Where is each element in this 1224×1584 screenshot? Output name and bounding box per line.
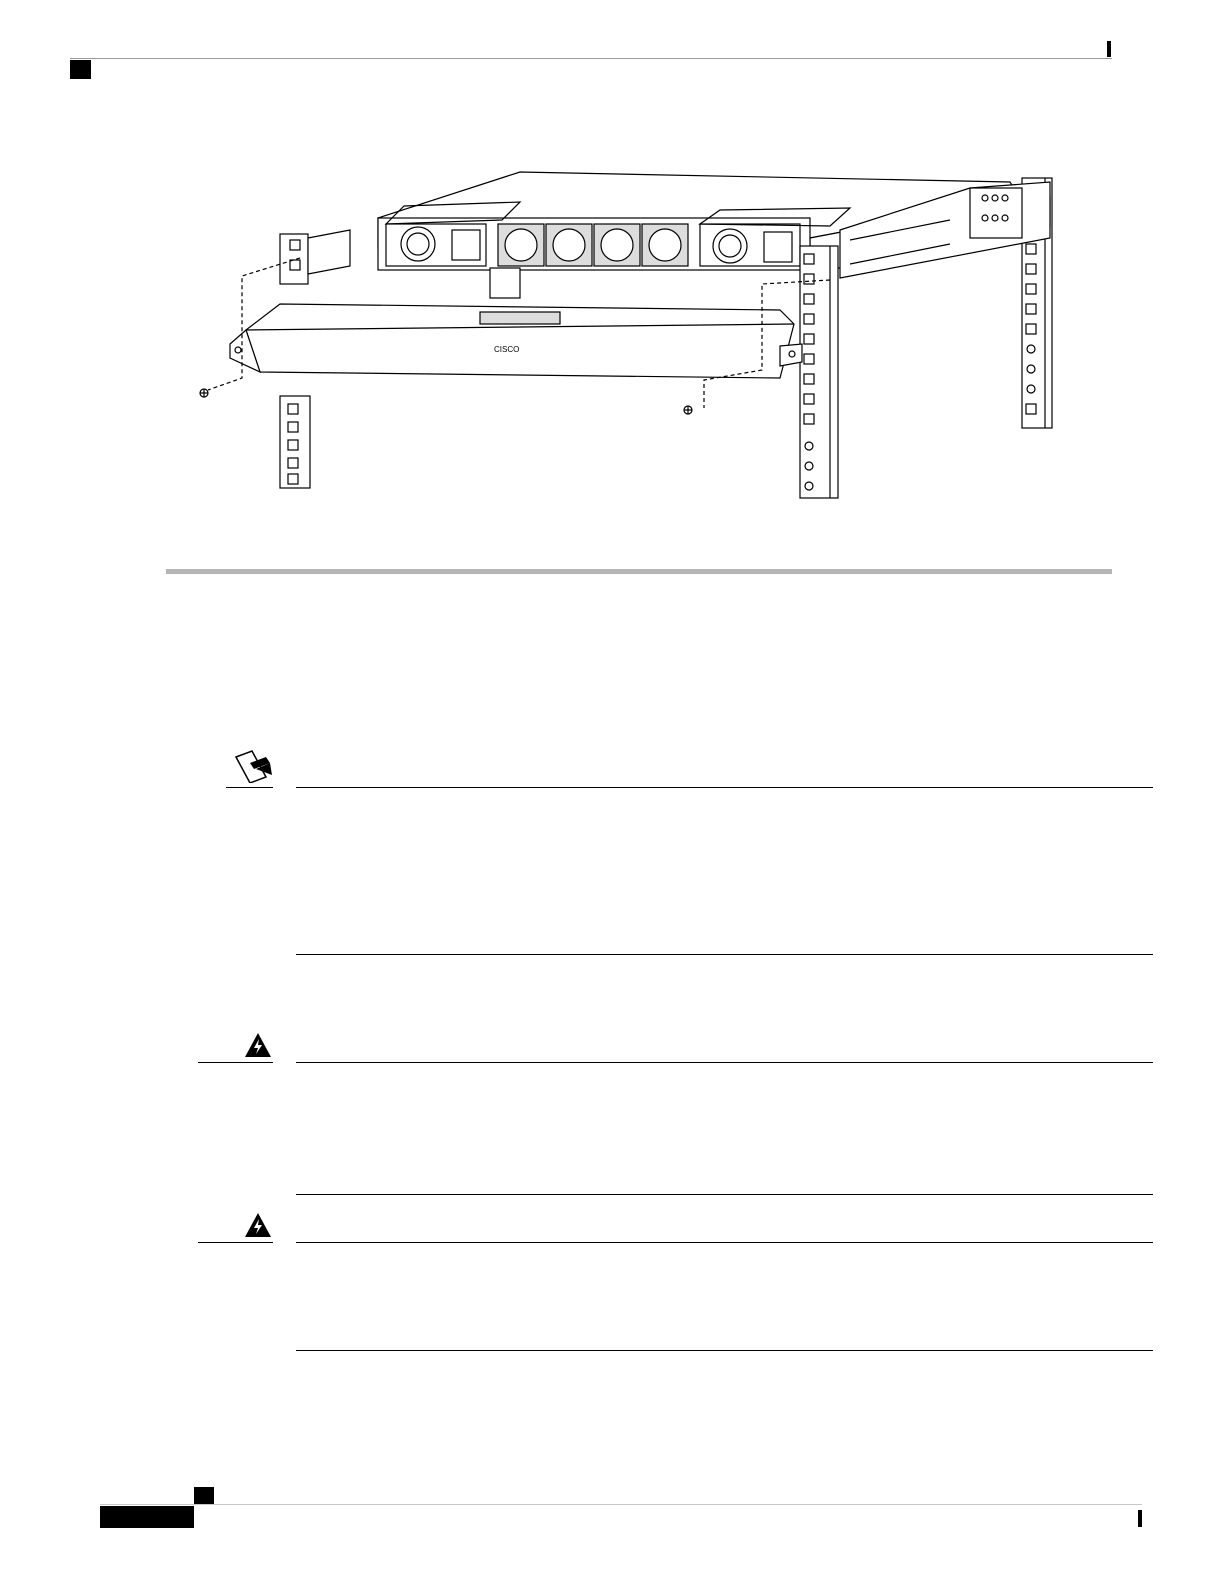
pencil-note-icon: [232, 749, 274, 783]
cisco-logo-text: CISCO: [494, 345, 520, 354]
header-marker: [70, 60, 91, 79]
warning-2-top-rule: [296, 1242, 1153, 1243]
warning-1-top-rule: [296, 1062, 1153, 1063]
switch-chassis: [378, 172, 1050, 278]
note-top-rule: [296, 787, 1153, 788]
warning-1-label-rule: [198, 1062, 273, 1063]
footer-marker: [194, 1487, 214, 1504]
footer-page-tab: [100, 1506, 194, 1528]
mounting-bracket-tray: [230, 304, 802, 378]
section-divider: [166, 569, 1112, 574]
header-rule: [70, 58, 1112, 59]
front-rack-post-left: [280, 396, 310, 488]
warning-2-bottom-rule: [296, 1350, 1153, 1351]
warning-triangle-lightning-icon: [244, 1212, 272, 1238]
warning-2-label-rule: [198, 1242, 273, 1243]
rack-mount-illustration: [190, 168, 1065, 504]
warning-1-bottom-rule: [296, 1194, 1153, 1195]
screw-icons: [200, 389, 692, 414]
header-tick: [1107, 41, 1111, 57]
note-bottom-rule: [296, 954, 1153, 955]
warning-triangle-lightning-icon: [244, 1032, 272, 1058]
front-rack-post-right: [800, 246, 838, 498]
footer-rule: [100, 1504, 1142, 1505]
footer-tick: [1138, 1510, 1142, 1527]
note-label-rule: [226, 787, 273, 788]
